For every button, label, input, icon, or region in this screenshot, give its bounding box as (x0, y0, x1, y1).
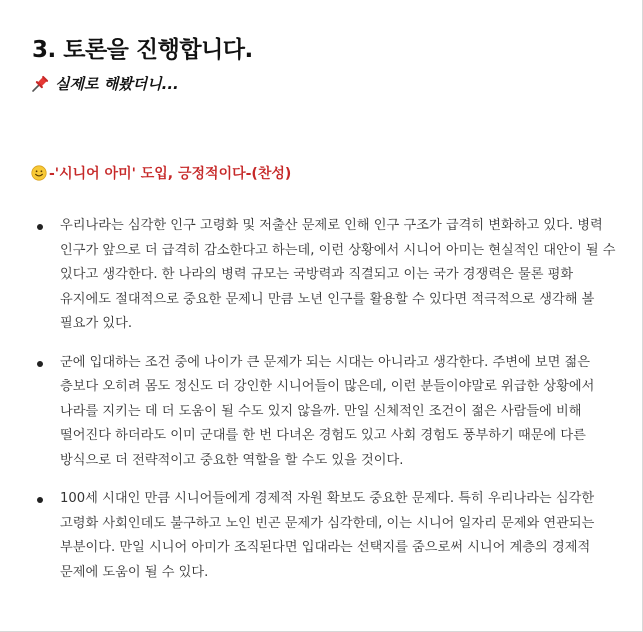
smiling-face-icon (31, 165, 47, 181)
section-subtitle (31, 73, 179, 94)
position-heading (31, 163, 291, 183)
position-label: -'시니어 아미' 도입, 긍정적이다-(찬성) (49, 166, 292, 182)
argument-item: 100세 시대인 만큼 시니어들에게 경제적 자원 확보도 중요한 문제다. 특히 우리나라는 심각한 고령화 사회인데도 불구하고 노인 빈곤 문제가 심각한데, 이는 시니어 일자리 문제와 연관되는 부분이다. 만일 시니어 아미가 조직된다면 입대라는 선택지를 줌으로써 시니어 계층의 경제적 문제에 도움이 될 수 있다. (60, 487, 620, 585)
section-title: 3. 토론을 진행합니다. (32, 37, 253, 63)
argument-item: 우리나라는 심각한 인구 고령화 및 저출산 문제로 인해 인구 구조가 급격히 변화하고 있다. 병력 인구가 앞으로 더 급격히 감소한다고 하는데, 이런 상황에서 시니어 아미는 현실적인 대안이 될 수 있다고 생각한다. 한 나라의 병력 규모는 국방력과 직결되고 이는 국가 경쟁력은 물론 평화 유지에도 절대적으로 중요한 문제니 만큼 노년 인구를 활용할 수 있다면 적극적으로 생각해 볼 필요가 있다. (60, 214, 620, 337)
subtitle-text: 실제로 해봤더니... (55, 75, 179, 93)
argument-item: 군에 입대하는 조건 중에 나이가 큰 문제가 되는 시대는 아니라고 생각한다. 주변에 보면 젊은 층보다 오히려 몸도 정신도 더 강인한 시니어들이 많은데, 이런 분들이야말로 위급한 상황에서 나라를 지키는 데 더 도움이 될 수도 있지 않을까. 만일 신체적인 조건이 젊은 사람들에 비해 떨어진다 하더라도 이미 군대를 한 번 다녀온 경험도 있고 사회 경험도 풍부하기 때문에 다른 방식으로 더 전략적이고 중요한 역할을 할 수도 있을 것이다. (60, 351, 620, 474)
pushpin-icon (31, 75, 49, 93)
argument-list (0, 214, 643, 599)
